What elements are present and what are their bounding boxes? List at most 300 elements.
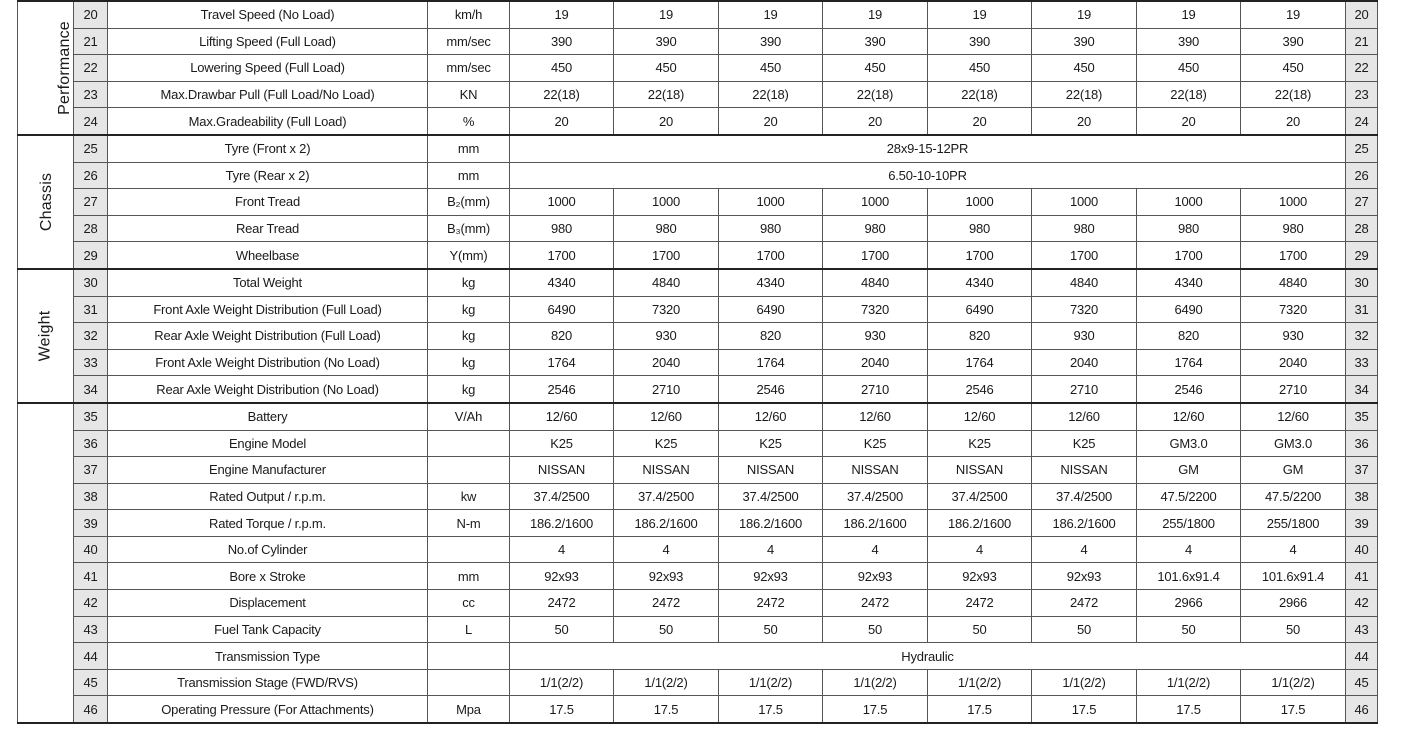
table-row [18,696,1378,723]
value-cell: 2546 [510,376,614,403]
row-number: 38 [74,483,108,510]
row-number: 22 [74,55,108,82]
table-row [18,81,1378,108]
unit-cell: kg [428,323,510,350]
item-name: Wheelbase [108,242,428,269]
value-cell: 6490 [1137,296,1241,323]
value-cell: 101.6x91.4 [1137,563,1241,590]
row-number: 24 [74,108,108,135]
value-cell: 4340 [928,269,1032,296]
row-number-right: 43 [1346,616,1378,643]
value-cell: 2710 [823,376,928,403]
value-cell: K25 [823,430,928,457]
value-cell: 1000 [928,189,1032,216]
value-cell: 930 [1241,323,1346,350]
table-row [18,669,1378,696]
value-cell: 1000 [719,189,823,216]
value-cell: 1/1(2/2) [510,669,614,696]
table-row [18,162,1378,189]
value-cell: 50 [1241,616,1346,643]
value-cell: 980 [1241,215,1346,242]
item-name: Front Tread [108,189,428,216]
value-cell: 37.4/2500 [1032,483,1137,510]
value-cell: 17.5 [1032,696,1137,723]
unit-cell: mm/sec [428,55,510,82]
value-cell: 820 [928,323,1032,350]
value-cell: 390 [1241,28,1346,55]
table-row [18,323,1378,350]
unit-cell: mm [428,563,510,590]
value-cell: 6490 [719,296,823,323]
value-cell: NISSAN [719,457,823,484]
value-cell: 390 [614,28,719,55]
value-cell: 980 [510,215,614,242]
row-number-right: 31 [1346,296,1378,323]
item-name: Displacement [108,590,428,617]
item-name: Rear Axle Weight Distribution (No Load) [108,376,428,403]
row-number-right: 42 [1346,590,1378,617]
value-cell: 20 [1137,108,1241,135]
value-cell: GM [1241,457,1346,484]
value-cell: 4 [719,536,823,563]
value-cell: 1000 [1241,189,1346,216]
value-cell: 820 [1137,323,1241,350]
unit-cell: V/Ah [428,403,510,430]
value-cell: 92x93 [823,563,928,590]
row-number-right: 22 [1346,55,1378,82]
unit-cell: mm [428,135,510,162]
value-cell: 1700 [1137,242,1241,269]
value-cell: 20 [719,108,823,135]
value-cell: 19 [510,1,614,28]
row-number-right: 27 [1346,189,1378,216]
value-cell: 450 [1032,55,1137,82]
value-cell: 50 [614,616,719,643]
value-cell: K25 [614,430,719,457]
value-cell: 22(18) [1137,81,1241,108]
table-row [18,590,1378,617]
value-cell: 2472 [1032,590,1137,617]
unit-cell [428,457,510,484]
value-cell: 1700 [928,242,1032,269]
row-number-right: 20 [1346,1,1378,28]
value-cell: K25 [510,430,614,457]
row-number-right: 36 [1346,430,1378,457]
value-cell: 980 [823,215,928,242]
value-cell: 2472 [719,590,823,617]
value-cell: 12/60 [1137,403,1241,430]
value-cell: 20 [1241,108,1346,135]
item-name: Rated Output / r.p.m. [108,483,428,510]
row-number-right: 39 [1346,510,1378,537]
value-cell: 2472 [823,590,928,617]
row-number: 23 [74,81,108,108]
unit-cell: B₃(mm) [428,215,510,242]
value-cell: 1700 [1241,242,1346,269]
value-cell: 50 [823,616,928,643]
value-cell: 47.5/2200 [1137,483,1241,510]
item-name: Front Axle Weight Distribution (No Load) [108,349,428,376]
row-number-right: 26 [1346,162,1378,189]
value-cell: 6490 [510,296,614,323]
value-cell: 450 [1137,55,1241,82]
row-number-right: 32 [1346,323,1378,350]
value-cell: 12/60 [614,403,719,430]
value-cell: 390 [823,28,928,55]
value-cell: 92x93 [614,563,719,590]
unit-cell: B₂(mm) [428,189,510,216]
value-cell: 2546 [1137,376,1241,403]
value-cell: 980 [928,215,1032,242]
value-cell: 1/1(2/2) [1241,669,1346,696]
unit-cell: mm [428,162,510,189]
unit-cell: km/h [428,1,510,28]
value-cell: 186.2/1600 [928,510,1032,537]
value-cell: 4 [510,536,614,563]
item-name: Transmission Stage (FWD/RVS) [108,669,428,696]
unit-cell [428,643,510,670]
value-cell: 1000 [823,189,928,216]
row-number: 31 [74,296,108,323]
row-number: 42 [74,590,108,617]
item-name: Max.Drawbar Pull (Full Load/No Load) [108,81,428,108]
section-label-cell [18,269,74,403]
row-number: 46 [74,696,108,723]
value-cell: 6490 [928,296,1032,323]
value-cell: 4840 [823,269,928,296]
value-cell: 4 [1137,536,1241,563]
value-cell: 37.4/2500 [614,483,719,510]
row-number: 26 [74,162,108,189]
row-number: 21 [74,28,108,55]
row-number-right: 46 [1346,696,1378,723]
value-cell: 12/60 [928,403,1032,430]
value-cell: 2710 [1241,376,1346,403]
value-cell: 980 [719,215,823,242]
value-cell: 1764 [510,349,614,376]
value-cell: 17.5 [719,696,823,723]
table-row [18,563,1378,590]
unit-cell: kg [428,349,510,376]
value-cell: GM [1137,457,1241,484]
row-number: 39 [74,510,108,537]
item-name: Front Axle Weight Distribution (Full Load) [108,296,428,323]
value-cell: 186.2/1600 [719,510,823,537]
item-name: Tyre (Front x 2) [108,135,428,162]
row-number: 44 [74,643,108,670]
spec-sheet [17,0,1377,724]
section-label: Chassis [38,172,56,232]
row-number: 45 [74,669,108,696]
table-row [18,483,1378,510]
item-name: Battery [108,403,428,430]
value-cell: 17.5 [928,696,1032,723]
value-cell: 50 [1032,616,1137,643]
value-cell: 2040 [1241,349,1346,376]
row-number: 37 [74,457,108,484]
value-cell: 1/1(2/2) [719,669,823,696]
value-cell: 2710 [614,376,719,403]
item-name: Rear Axle Weight Distribution (Full Load) [108,323,428,350]
value-cell: 17.5 [510,696,614,723]
value-cell: 22(18) [928,81,1032,108]
row-number-right: 30 [1346,269,1378,296]
unit-cell [428,669,510,696]
value-cell: 2040 [1032,349,1137,376]
table-row [18,296,1378,323]
item-name: Engine Model [108,430,428,457]
value-cell: 930 [614,323,719,350]
table-row [18,643,1378,670]
value-cell: 1/1(2/2) [1032,669,1137,696]
item-name: Operating Pressure (For Attachments) [108,696,428,723]
value-cell: 1764 [1137,349,1241,376]
row-number: 25 [74,135,108,162]
value-cell: 12/60 [1241,403,1346,430]
row-number-right: 35 [1346,403,1378,430]
unit-cell: Mpa [428,696,510,723]
table-row [18,510,1378,537]
value-cell: 2472 [510,590,614,617]
value-cell: 1764 [719,349,823,376]
table-row [18,215,1378,242]
value-cell: 7320 [823,296,928,323]
item-name: Travel Speed (No Load) [108,1,428,28]
section-label-cell [18,135,74,269]
value-cell: 4 [823,536,928,563]
item-name: Rear Tread [108,215,428,242]
value-cell: 19 [1137,1,1241,28]
row-number: 43 [74,616,108,643]
value-cell: 50 [510,616,614,643]
value-cell: NISSAN [928,457,1032,484]
value-cell: 2546 [928,376,1032,403]
unit-cell: kg [428,376,510,403]
table-row [18,269,1378,296]
merged-value: 6.50-10-10PR [510,162,1346,189]
unit-cell: kw [428,483,510,510]
item-name: Bore x Stroke [108,563,428,590]
row-number: 20 [74,1,108,28]
table-row [18,242,1378,269]
value-cell: 980 [1032,215,1137,242]
row-number-right: 38 [1346,483,1378,510]
value-cell: 1000 [1137,189,1241,216]
item-name: Fuel Tank Capacity [108,616,428,643]
value-cell: 1764 [928,349,1032,376]
row-number: 35 [74,403,108,430]
value-cell: 450 [719,55,823,82]
table-row [18,189,1378,216]
value-cell: 1700 [510,242,614,269]
value-cell: 2966 [1137,590,1241,617]
value-cell: 390 [510,28,614,55]
unit-cell: % [428,108,510,135]
unit-cell: Y(mm) [428,242,510,269]
section-label: Weight [36,310,54,362]
value-cell: 22(18) [719,81,823,108]
item-name: Transmission Type [108,643,428,670]
value-cell: 1700 [614,242,719,269]
value-cell: GM3.0 [1241,430,1346,457]
item-name: Engine Manufacturer [108,457,428,484]
value-cell: NISSAN [1032,457,1137,484]
row-number-right: 28 [1346,215,1378,242]
value-cell: 22(18) [823,81,928,108]
item-name: Lifting Speed (Full Load) [108,28,428,55]
value-cell: 17.5 [1137,696,1241,723]
value-cell: 22(18) [614,81,719,108]
value-cell: 19 [823,1,928,28]
row-number-right: 33 [1346,349,1378,376]
unit-cell: L [428,616,510,643]
value-cell: 20 [928,108,1032,135]
value-cell: 980 [1137,215,1241,242]
value-cell: K25 [928,430,1032,457]
value-cell: 1000 [1032,189,1137,216]
value-cell: 37.4/2500 [823,483,928,510]
row-number-right: 21 [1346,28,1378,55]
value-cell: 50 [719,616,823,643]
value-cell: 390 [928,28,1032,55]
value-cell: 4340 [1137,269,1241,296]
value-cell: 4840 [614,269,719,296]
value-cell: 186.2/1600 [1032,510,1137,537]
value-cell: 92x93 [719,563,823,590]
section-label-cell [18,403,74,723]
merged-value: Hydraulic [510,643,1346,670]
value-cell: 19 [1241,1,1346,28]
value-cell: 980 [614,215,719,242]
section-label: Performance [55,21,73,115]
value-cell: 255/1800 [1241,510,1346,537]
table-row [18,376,1378,403]
value-cell: 1/1(2/2) [614,669,719,696]
value-cell: 1700 [719,242,823,269]
value-cell: 1000 [614,189,719,216]
table-row [18,403,1378,430]
value-cell: 255/1800 [1137,510,1241,537]
value-cell: NISSAN [823,457,928,484]
value-cell: 1/1(2/2) [823,669,928,696]
value-cell: 186.2/1600 [823,510,928,537]
merged-value: 28x9-15-12PR [510,135,1346,162]
section-label-cell [18,1,74,135]
value-cell: 17.5 [1241,696,1346,723]
table-row [18,108,1378,135]
item-name: No.of Cylinder [108,536,428,563]
row-number: 41 [74,563,108,590]
value-cell: 2472 [614,590,719,617]
value-cell: 12/60 [719,403,823,430]
row-number: 33 [74,349,108,376]
table-row [18,457,1378,484]
value-cell: 390 [719,28,823,55]
value-cell: 2472 [928,590,1032,617]
value-cell: 4 [1241,536,1346,563]
value-cell: 19 [719,1,823,28]
value-cell: NISSAN [510,457,614,484]
unit-cell: mm/sec [428,28,510,55]
spec-table-body [18,1,1378,723]
row-number-right: 37 [1346,457,1378,484]
unit-cell: kg [428,296,510,323]
row-number-right: 34 [1346,376,1378,403]
unit-cell: cc [428,590,510,617]
value-cell: 450 [1241,55,1346,82]
value-cell: NISSAN [614,457,719,484]
value-cell: 450 [928,55,1032,82]
unit-cell: KN [428,81,510,108]
table-row [18,349,1378,376]
unit-cell [428,536,510,563]
value-cell: 820 [719,323,823,350]
row-number-right: 40 [1346,536,1378,563]
value-cell: 2546 [719,376,823,403]
value-cell: 37.4/2500 [928,483,1032,510]
row-number-right: 44 [1346,643,1378,670]
item-name: Max.Gradeability (Full Load) [108,108,428,135]
value-cell: 2710 [1032,376,1137,403]
value-cell: 820 [510,323,614,350]
spec-table [17,0,1378,724]
row-number: 28 [74,215,108,242]
value-cell: 186.2/1600 [510,510,614,537]
value-cell: 2966 [1241,590,1346,617]
value-cell: 92x93 [1032,563,1137,590]
value-cell: 37.4/2500 [719,483,823,510]
value-cell: 450 [823,55,928,82]
value-cell: 20 [510,108,614,135]
value-cell: 390 [1032,28,1137,55]
value-cell: 37.4/2500 [510,483,614,510]
value-cell: 19 [614,1,719,28]
table-row [18,430,1378,457]
value-cell: 20 [1032,108,1137,135]
value-cell: 101.6x91.4 [1241,563,1346,590]
table-row [18,55,1378,82]
value-cell: 4340 [719,269,823,296]
value-cell: 92x93 [928,563,1032,590]
value-cell: 4340 [510,269,614,296]
row-number: 34 [74,376,108,403]
value-cell: 7320 [614,296,719,323]
value-cell: 12/60 [1032,403,1137,430]
value-cell: 20 [823,108,928,135]
row-number-right: 29 [1346,242,1378,269]
row-number: 30 [74,269,108,296]
value-cell: K25 [719,430,823,457]
value-cell: K25 [1032,430,1137,457]
table-row [18,616,1378,643]
value-cell: 2040 [614,349,719,376]
value-cell: 930 [823,323,928,350]
value-cell: 22(18) [510,81,614,108]
unit-cell: N-m [428,510,510,537]
value-cell: 7320 [1241,296,1346,323]
row-number-right: 45 [1346,669,1378,696]
value-cell: 4 [928,536,1032,563]
row-number: 32 [74,323,108,350]
row-number: 27 [74,189,108,216]
value-cell: 930 [1032,323,1137,350]
item-name: Tyre (Rear x 2) [108,162,428,189]
value-cell: 1/1(2/2) [1137,669,1241,696]
value-cell: 4840 [1032,269,1137,296]
value-cell: 186.2/1600 [614,510,719,537]
row-number: 36 [74,430,108,457]
value-cell: 22(18) [1241,81,1346,108]
